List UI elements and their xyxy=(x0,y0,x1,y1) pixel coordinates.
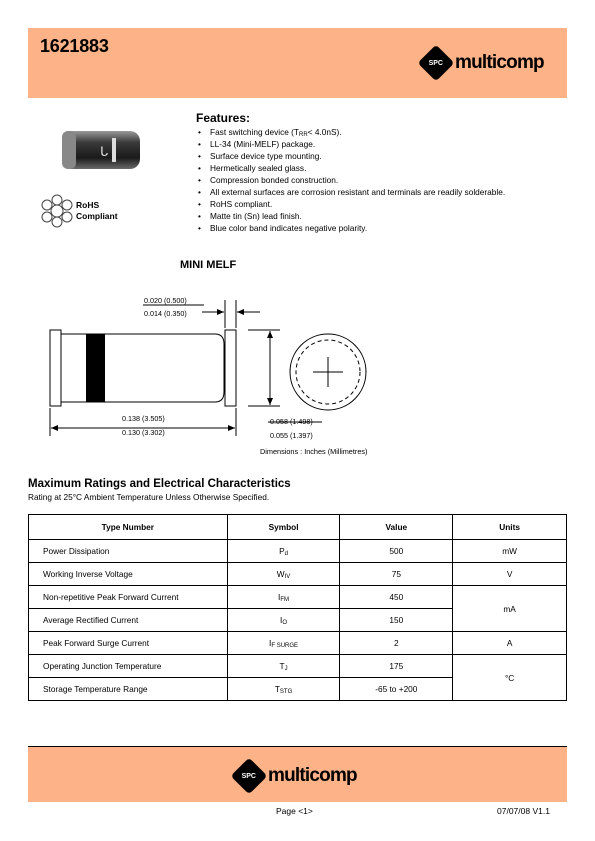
param-unit: °C xyxy=(453,655,567,701)
param-name: Peak Forward Surge Current xyxy=(29,632,228,655)
param-name: Operating Junction Temperature xyxy=(29,655,228,678)
param-unit: mA xyxy=(453,586,567,632)
feature-item: • RoHS compliant. xyxy=(196,198,505,210)
feature-item: • Hermetically sealed glass. xyxy=(196,162,505,174)
param-name: Average Rectified Current xyxy=(29,609,228,632)
ratings-title: Maximum Ratings and Electrical Characteristics xyxy=(28,478,291,490)
table-row xyxy=(29,586,567,609)
param-name: Power Dissipation xyxy=(29,540,228,563)
param-value: 500 xyxy=(340,540,453,563)
param-value: 175 xyxy=(340,655,453,678)
diameter-max: 0.058 (1.498) xyxy=(270,417,313,426)
param-symbol: $W_{IV}$ xyxy=(227,563,340,586)
band-width-min: 0.014 (0.350) xyxy=(144,309,187,318)
feature-item: • Fast switching device $(T_{RR}< 4.0nS)$. xyxy=(196,126,505,138)
param-name: Non-repetitive Peak Forward Current xyxy=(29,586,228,609)
feature-item: • Matte tin (Sn) lead finish. xyxy=(196,210,505,222)
param-name: Storage Temperature Range xyxy=(29,678,228,701)
package-dimension-drawing xyxy=(30,280,390,445)
rohs-compliant-label: RoHS Compliant xyxy=(76,200,118,221)
package-title: MINI MELF xyxy=(180,259,237,271)
header-value: Value xyxy=(340,515,453,540)
feature-item: • Surface device type mounting. xyxy=(196,150,505,162)
header-symbol: Symbol xyxy=(227,515,340,540)
brand-name: multicomp xyxy=(455,52,544,73)
feature-item: • Compression bonded construction. xyxy=(196,174,505,186)
part-number: 1621883 xyxy=(40,36,109,56)
param-symbol: $I_{FM}$ xyxy=(227,586,340,609)
header-units: Units xyxy=(453,515,567,540)
brand-logo xyxy=(423,50,544,76)
param-unit: mW xyxy=(453,540,567,563)
table-header-row xyxy=(29,515,567,540)
footer-band xyxy=(28,747,567,802)
length-min: 0.130 (3.302) xyxy=(122,428,165,437)
feature-item: • Blue color band indicates negative polarity. xyxy=(196,222,505,234)
svg-text:ᒐ: ᒐ xyxy=(100,145,109,160)
param-unit: V xyxy=(453,563,567,586)
ratings-table xyxy=(28,514,567,701)
dimensions-note: Dimensions : Inches (Millimetres) xyxy=(260,447,368,456)
features-list xyxy=(196,126,505,234)
band-width-max: 0.020 (0.500) xyxy=(144,296,187,305)
length-max: 0.138 (3.505) xyxy=(122,414,165,423)
table-row xyxy=(29,655,567,678)
footer-brand-logo xyxy=(236,763,357,789)
page-number: Page <1> xyxy=(276,806,313,816)
table-row xyxy=(29,563,567,586)
features-title: Features: xyxy=(196,111,251,125)
header-band xyxy=(28,28,567,98)
rohs-leaf-icon xyxy=(38,194,76,228)
param-unit: A xyxy=(453,632,567,655)
logo-badge: SPC xyxy=(231,758,268,795)
table-row xyxy=(29,540,567,563)
table-row xyxy=(29,632,567,655)
component-photo xyxy=(60,128,142,174)
param-symbol: $I_{F SURGE}$ xyxy=(227,632,340,655)
logo-badge: SPC xyxy=(418,45,455,82)
brand-name: multicomp xyxy=(268,765,357,786)
feature-item: • All external surfaces are corrosion resistant and terminals are readily solderable. xyxy=(196,186,505,198)
ratings-subtitle: Rating at 25°C Ambient Temperature Unless Otherwise Specified. xyxy=(28,492,270,502)
diameter-min: 0.055 (1.397) xyxy=(270,431,313,440)
document-date-version: 07/07/08 V1.1 xyxy=(497,806,550,816)
param-value: 2 xyxy=(340,632,453,655)
param-symbol: $T_{STG}$ xyxy=(227,678,340,701)
param-symbol: $I_O$ xyxy=(227,609,340,632)
param-value: 75 xyxy=(340,563,453,586)
param-value: -65 to +200 xyxy=(340,678,453,701)
param-symbol: $P_d$ xyxy=(227,540,340,563)
param-value: 450 xyxy=(340,586,453,609)
param-name: Working Inverse Voltage xyxy=(29,563,228,586)
param-value: 150 xyxy=(340,609,453,632)
header-type-number: Type Number xyxy=(29,515,228,540)
param-symbol: $T_J$ xyxy=(227,655,340,678)
feature-item: • LL-34 (Mini-MELF) package. xyxy=(196,138,505,150)
